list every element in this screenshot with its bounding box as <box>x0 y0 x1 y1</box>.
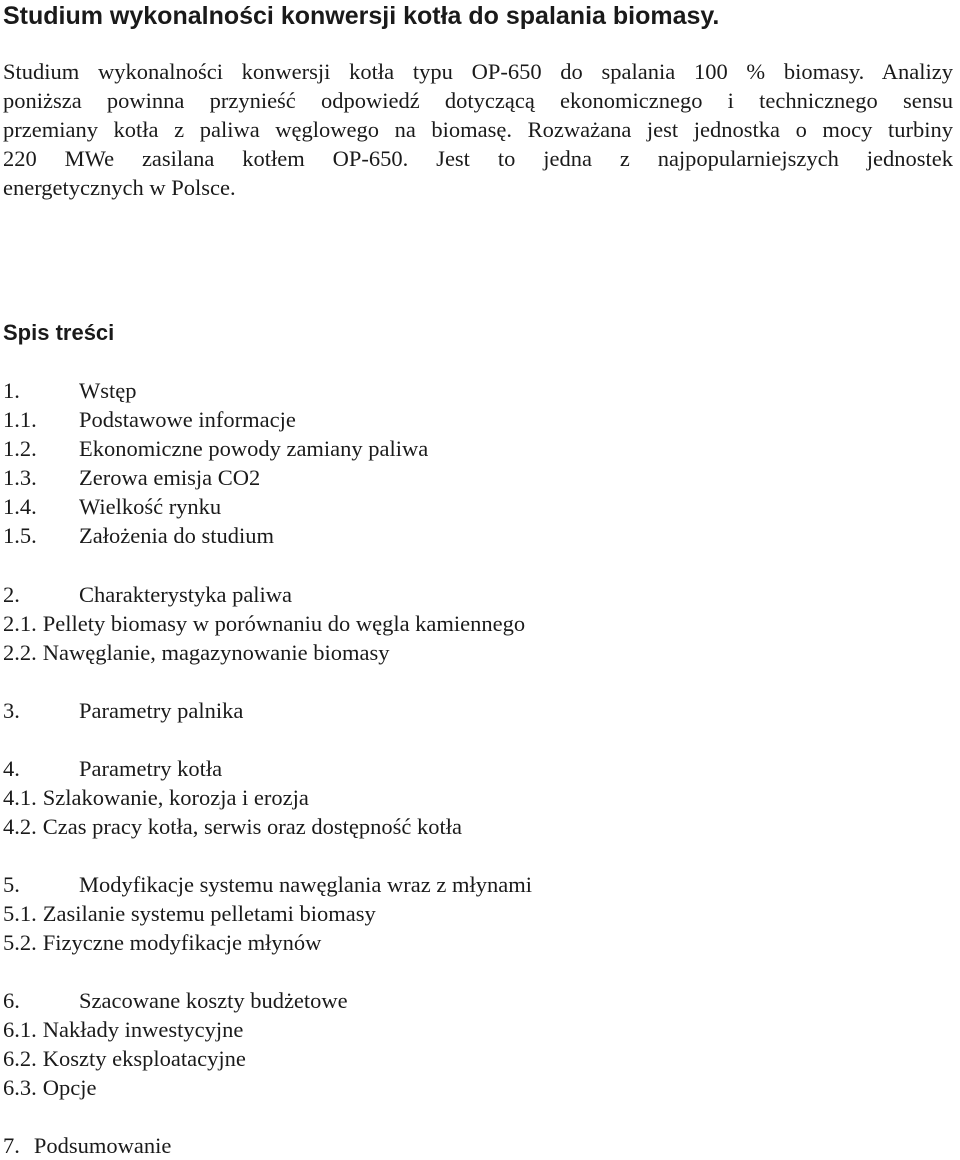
toc-item-number: 2. <box>3 582 20 607</box>
toc-item[interactable] <box>3 521 274 550</box>
toc-item-label: Szlakowanie, korozja i erozja <box>42 785 309 810</box>
toc-item-number: 4.2. <box>3 814 37 839</box>
toc-item-number: 2.2. <box>3 640 37 665</box>
toc-item-number: 6.1. <box>3 1017 37 1042</box>
intro-line: 220 MWe zasilana kotłem OP-650. Jest to jedna z najpopularniejszych jednostek <box>3 146 953 171</box>
toc-item-label: Parametry palnika <box>79 698 244 723</box>
toc-item-label: Charakterystyka paliwa <box>79 582 293 607</box>
toc-item[interactable] <box>3 434 428 463</box>
toc-item[interactable] <box>3 870 532 899</box>
toc-item-number: 5.1. <box>3 901 37 926</box>
toc-item-label: Czas pracy kotła, serwis oraz dostępność kotła <box>42 814 462 839</box>
toc-item-number: 4.1. <box>3 785 37 810</box>
toc-item[interactable] <box>3 1044 246 1073</box>
intro-line: Studium wykonalności konwersji kotła typu OP-650 do spalania 100 % biomasy. Analizy <box>3 59 953 84</box>
toc-item[interactable] <box>3 1073 96 1102</box>
toc-item-label: Założenia do studium <box>79 523 274 548</box>
toc-item-number: 5. <box>3 872 20 897</box>
toc-item-number: 5.2. <box>3 930 37 955</box>
toc-item-number: 1.4. <box>3 494 37 519</box>
toc-item[interactable] <box>3 899 376 928</box>
toc-item-label: Podsumowanie <box>33 1133 172 1158</box>
toc-item-number: 6.3. <box>3 1075 37 1100</box>
toc-item-label: Parametry kotła <box>79 756 223 781</box>
intro-line: przemiany kotła z paliwa węglowego na biomasę. Rozważana jest jednostka o mocy turbiny <box>3 117 953 142</box>
document-title: Studium wykonalności konwersji kotła do spalania biomasy. <box>3 2 720 30</box>
toc-item[interactable] <box>3 580 292 609</box>
toc-item-number: 7. <box>3 1133 20 1158</box>
toc-item[interactable] <box>3 1015 243 1044</box>
toc-item-label: Wielkość rynku <box>79 494 222 519</box>
toc-item[interactable] <box>3 492 221 521</box>
toc-item[interactable] <box>3 609 525 638</box>
toc-item-label: Fizyczne modyfikacje młynów <box>42 930 322 955</box>
toc-item-number: 3. <box>3 698 20 723</box>
toc-item-label: Zasilanie systemu pelletami biomasy <box>42 901 376 926</box>
toc-heading: Spis treści <box>3 320 115 345</box>
toc-item[interactable] <box>3 986 348 1015</box>
toc-item-number: 4. <box>3 756 20 781</box>
toc-item-label: Opcje <box>42 1075 97 1100</box>
toc-item-number: 1.5. <box>3 523 37 548</box>
toc-item-number: 6. <box>3 988 20 1013</box>
toc-item-label: Szacowane koszty budżetowe <box>79 988 348 1013</box>
toc-item-number: 1. <box>3 378 20 403</box>
toc-item[interactable] <box>3 754 222 783</box>
toc-item[interactable] <box>3 463 260 492</box>
toc-item[interactable] <box>3 638 390 667</box>
toc-item-number: 6.2. <box>3 1046 37 1071</box>
toc-item-number: 1.1. <box>3 407 37 432</box>
toc-item[interactable] <box>3 376 136 405</box>
toc-item[interactable] <box>3 1131 171 1160</box>
toc-item-label: Nawęglanie, magazynowanie biomasy <box>42 640 390 665</box>
toc-item-label: Pellety biomasy w porównaniu do węgla kamiennego <box>42 611 526 636</box>
toc-item[interactable] <box>3 812 462 841</box>
toc-item[interactable] <box>3 783 309 812</box>
toc-item-label: Koszty eksploatacyjne <box>42 1046 246 1071</box>
toc-item[interactable] <box>3 928 321 957</box>
toc-item-label: Zerowa emisja CO2 <box>79 465 261 490</box>
toc-item-label: Wstęp <box>79 378 137 403</box>
toc-item-number: 1.2. <box>3 436 37 461</box>
toc-item-label: Podstawowe informacje <box>79 407 296 432</box>
toc-item-number: 2.1. <box>3 611 37 636</box>
toc-item-label: Nakłady inwestycyjne <box>42 1017 244 1042</box>
toc-item-label: Ekonomiczne powody zamiany paliwa <box>79 436 429 461</box>
intro-line: poniższa powinna przynieść odpowiedź dotyczącą ekonomicznego i technicznego sensu <box>3 88 953 113</box>
toc-item-label: Modyfikacje systemu nawęglania wraz z młynami <box>79 872 532 897</box>
toc-item[interactable] <box>3 696 243 725</box>
toc-item-number: 1.3. <box>3 465 37 490</box>
intro-line: energetycznych w Polsce. <box>3 175 236 200</box>
toc-item[interactable] <box>3 405 296 434</box>
